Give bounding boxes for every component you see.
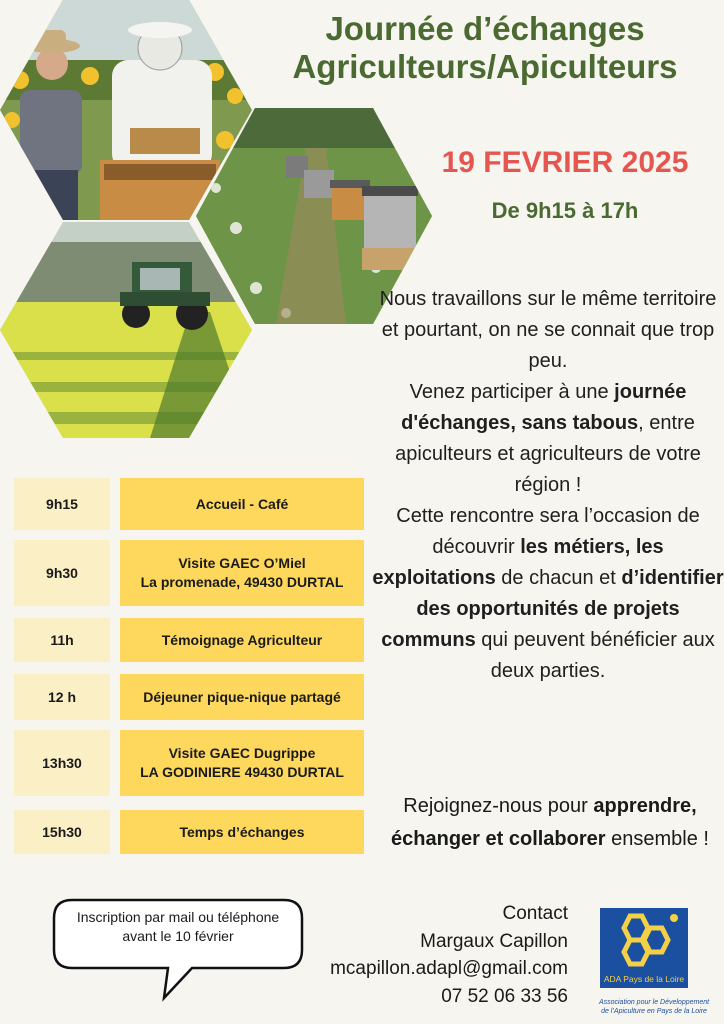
schedule-time: 12 h <box>14 674 110 720</box>
ada-logo-box <box>600 908 688 988</box>
schedule-time: 9h30 <box>14 540 110 606</box>
title-line-2: Agriculteurs/Apiculteurs <box>292 48 678 85</box>
schedule-row <box>14 618 364 662</box>
contact-email[interactable]: mcapillon.adapl@gmail.com <box>330 958 568 979</box>
contact-heading: Contact <box>502 903 568 924</box>
event-date: 19 FEVRIER 2025 <box>441 146 689 179</box>
schedule-row <box>14 810 364 854</box>
schedule-time: 13h30 <box>14 730 110 796</box>
schedule-row <box>14 674 364 720</box>
intro-text <box>372 284 724 687</box>
contact-phone[interactable]: 07 52 06 33 56 <box>441 985 568 1007</box>
photo-tractor-rapeseed <box>0 222 252 438</box>
logo-caption: ADA Pays de la Loire <box>603 974 685 984</box>
registration-bubble <box>52 898 304 970</box>
intro-paragraph-2: Venez participer à une journée d'échanges, sans tabous, entre apiculteurs et agriculteurs de votre région ! <box>395 381 701 496</box>
schedule-activity: Visite GAEC Dugrippe LA GODINIERE 49430 DURTAL <box>120 730 364 796</box>
intro-paragraph-3: Cette rencontre sera l’occasion de découvrir les métiers, les exploitations de chacun et d’identifier des opportunités de projets communs qui peuvent bénéficier aux deux parties. <box>372 505 724 682</box>
schedule-time: 15h30 <box>14 810 110 854</box>
registration-text: Inscription par mail ou téléphone avant le 10 février <box>76 909 280 944</box>
event-hours: De 9h15 à 17h <box>491 198 639 223</box>
honeycomb-icon <box>600 908 688 978</box>
schedule-row <box>14 478 364 530</box>
page-title <box>250 10 720 86</box>
schedule-time: 11h <box>14 618 110 662</box>
schedule-activity: Déjeuner pique-nique partagé <box>120 674 364 720</box>
logo-subtitle: Association pour le Développement de l’Apiculture en Pays de la Loire <box>598 999 710 1015</box>
contact-name: Margaux Capillon <box>420 930 568 952</box>
ada-logo <box>590 900 720 1024</box>
schedule-activity: Témoignage Agriculteur <box>120 618 364 662</box>
schedule-row <box>14 540 364 606</box>
title-line-1: Journée d’échanges <box>325 10 645 47</box>
schedule-time: 9h15 <box>14 478 110 530</box>
intro-paragraph-1: Nous travaillons sur le même territoire et pourtant, on ne se connait que trop peu. <box>379 288 717 372</box>
schedule-activity: Temps d’échanges <box>120 810 364 854</box>
contact-block <box>296 900 568 1010</box>
schedule-activity: Visite GAEC O’Miel La promenade, 49430 DURTAL <box>120 540 364 606</box>
join-text: Rejoignez-nous pour apprendre, échanger et collaborer ensemble ! <box>391 795 709 850</box>
schedule-activity: Accueil - Café <box>120 478 364 530</box>
schedule-row <box>14 730 364 796</box>
